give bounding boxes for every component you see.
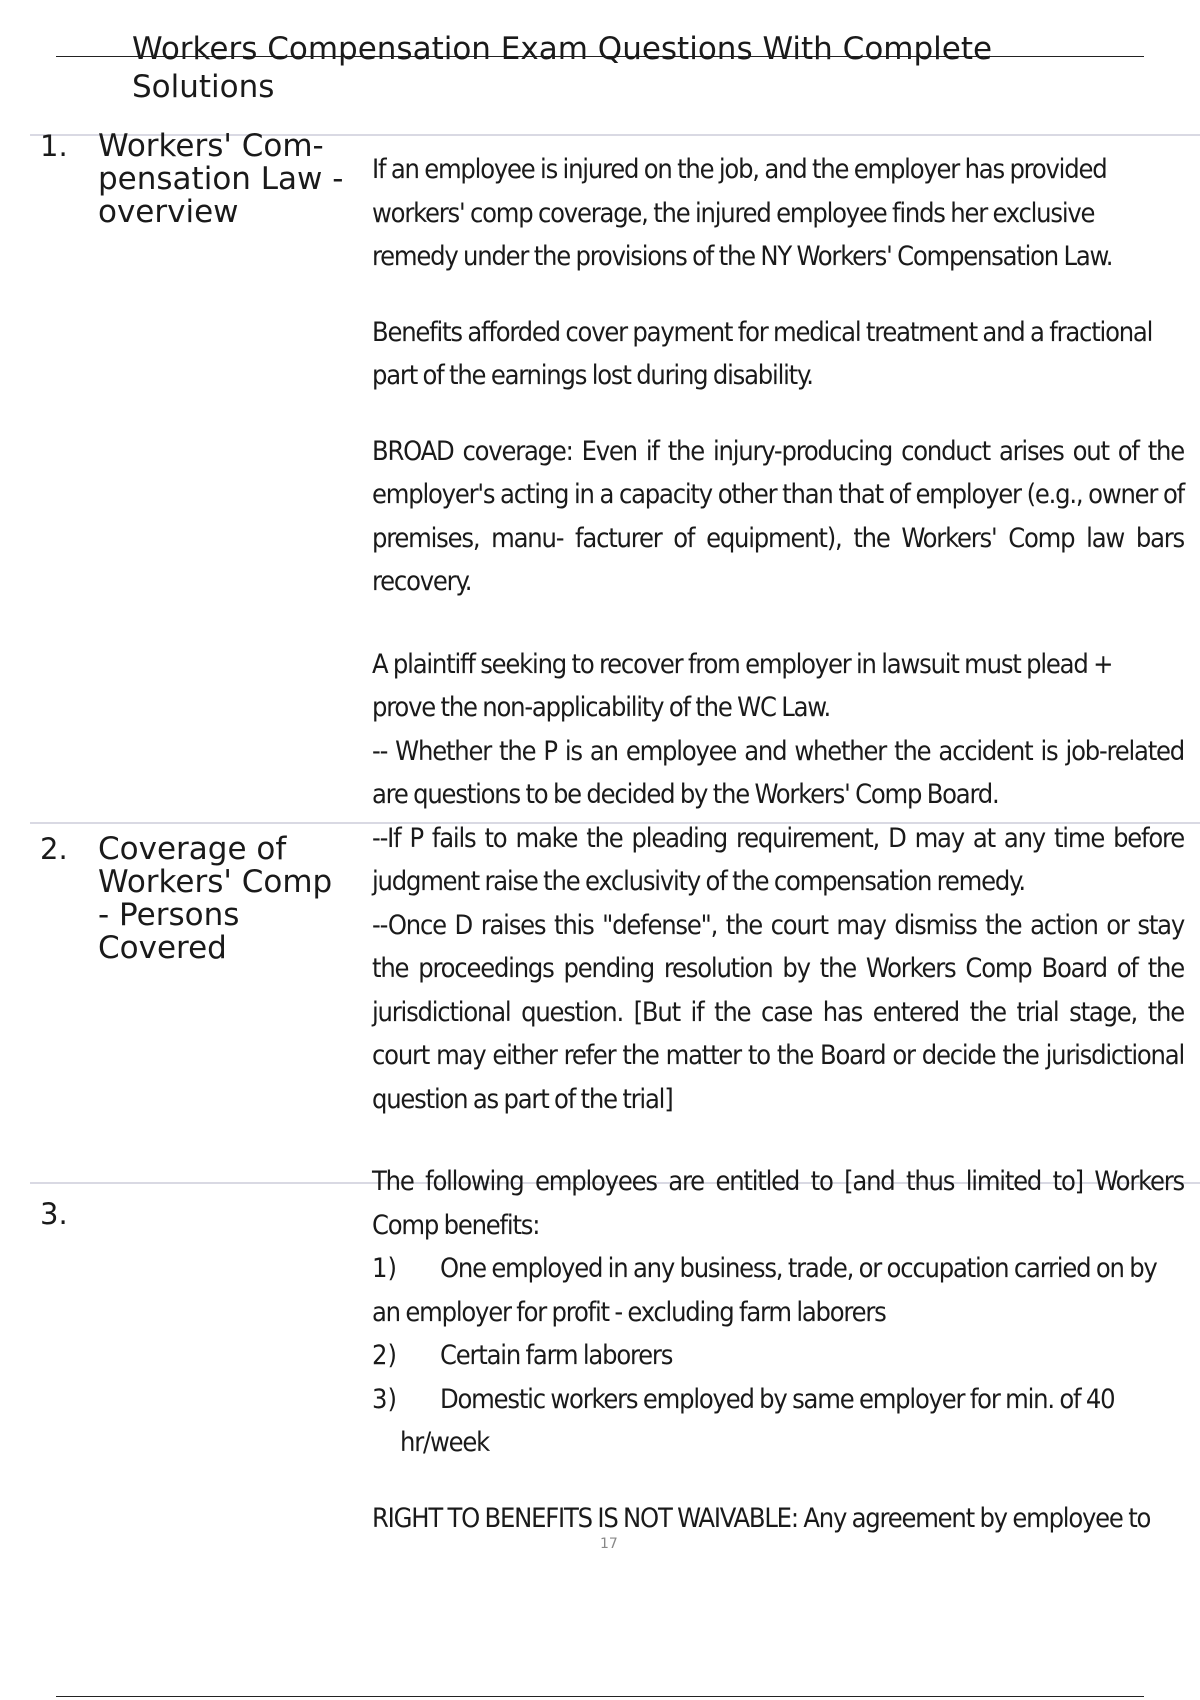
list-item-number: 2) <box>372 1340 397 1371</box>
list-item <box>372 1334 1184 1378</box>
answer-text <box>372 148 1184 1540</box>
answer-paragraph-1: If an employee is injured on the job, and the employer has provided workers' comp coverage, the injured employee finds her exclusive remedy under the provisions of the NY Workers' Compensation Law. <box>372 154 1113 272</box>
list-item-number: 1) <box>372 1253 397 1284</box>
question-3-number: 3. <box>40 1197 68 1231</box>
list-item-text: Certain farm laborers <box>440 1340 673 1371</box>
question-1-number: 1. <box>40 129 68 163</box>
question-1-label: Workers' Com- pensation Law - overview <box>98 128 344 230</box>
answer-paragraph-3: BROAD coverage: Even if the injury-producing conduct arises out of the employer's acting in a capacity other than that of employer (e.g., owner of premises, manu- facturer of equipment), the Workers' Comp law bars recovery. <box>372 435 1184 597</box>
list-item-continuation: hr/week <box>400 1427 490 1458</box>
answer-paragraph-4a: A plaintiff seeking to recover from employer in lawsuit must plead + <box>372 648 1113 680</box>
bottom-rule <box>56 1696 1144 1697</box>
answer-paragraph-9: RIGHT TO BENEFITS IS NOT WAIVABLE: Any agreement by employee to <box>372 1502 1151 1534</box>
answer-paragraph-2: Benefits afforded cover payment for medical treatment and a fractional part of the earnings lost during disability. <box>372 316 1153 391</box>
answer-paragraph-8: The following employees are entitled to [and thus limited to] Workers Comp benefits: <box>372 1166 1184 1241</box>
list-item-number: 3) <box>372 1383 397 1415</box>
list-item-text: One employed in any business, trade, or occupation carried on by an employer for profit - excluding farm laborers <box>372 1253 1157 1328</box>
list-item-text: Domestic workers employed by same employer for min. of 40 <box>440 1383 1115 1415</box>
answer-paragraph-4b: prove the non-applicability of the WC Law. <box>372 692 830 723</box>
question-2-number: 2. <box>40 832 68 866</box>
answer-paragraph-5: -- Whether the P is an employee and whether the accident is job-related are questions to be decided by the Workers' Comp Board. <box>372 735 1184 810</box>
title-rule <box>56 56 1144 57</box>
document-title: Workers Compensation Exam Questions With Complete Solutions <box>132 31 993 105</box>
answer-paragraph-6: --If P fails to make the pleading requirement, D may at any time before judgment raise the exclusivity of the compensation remedy. <box>372 822 1184 897</box>
list-item <box>372 1247 1184 1334</box>
question-2-label: Coverage of Workers' Comp - Persons Covered <box>98 831 333 966</box>
page-number: 17 <box>600 1536 618 1552</box>
answer-paragraph-7: --Once D raises this "defense", the court may dismiss the action or stay the proceedings pending resolution by the Workers Comp Board of the jurisdictional question. [But if the case has entered the trial stage, the court may either refer the matter to the Board or decide the jurisdictional question as part of the trial] <box>372 909 1184 1115</box>
list-item <box>372 1378 1184 1422</box>
